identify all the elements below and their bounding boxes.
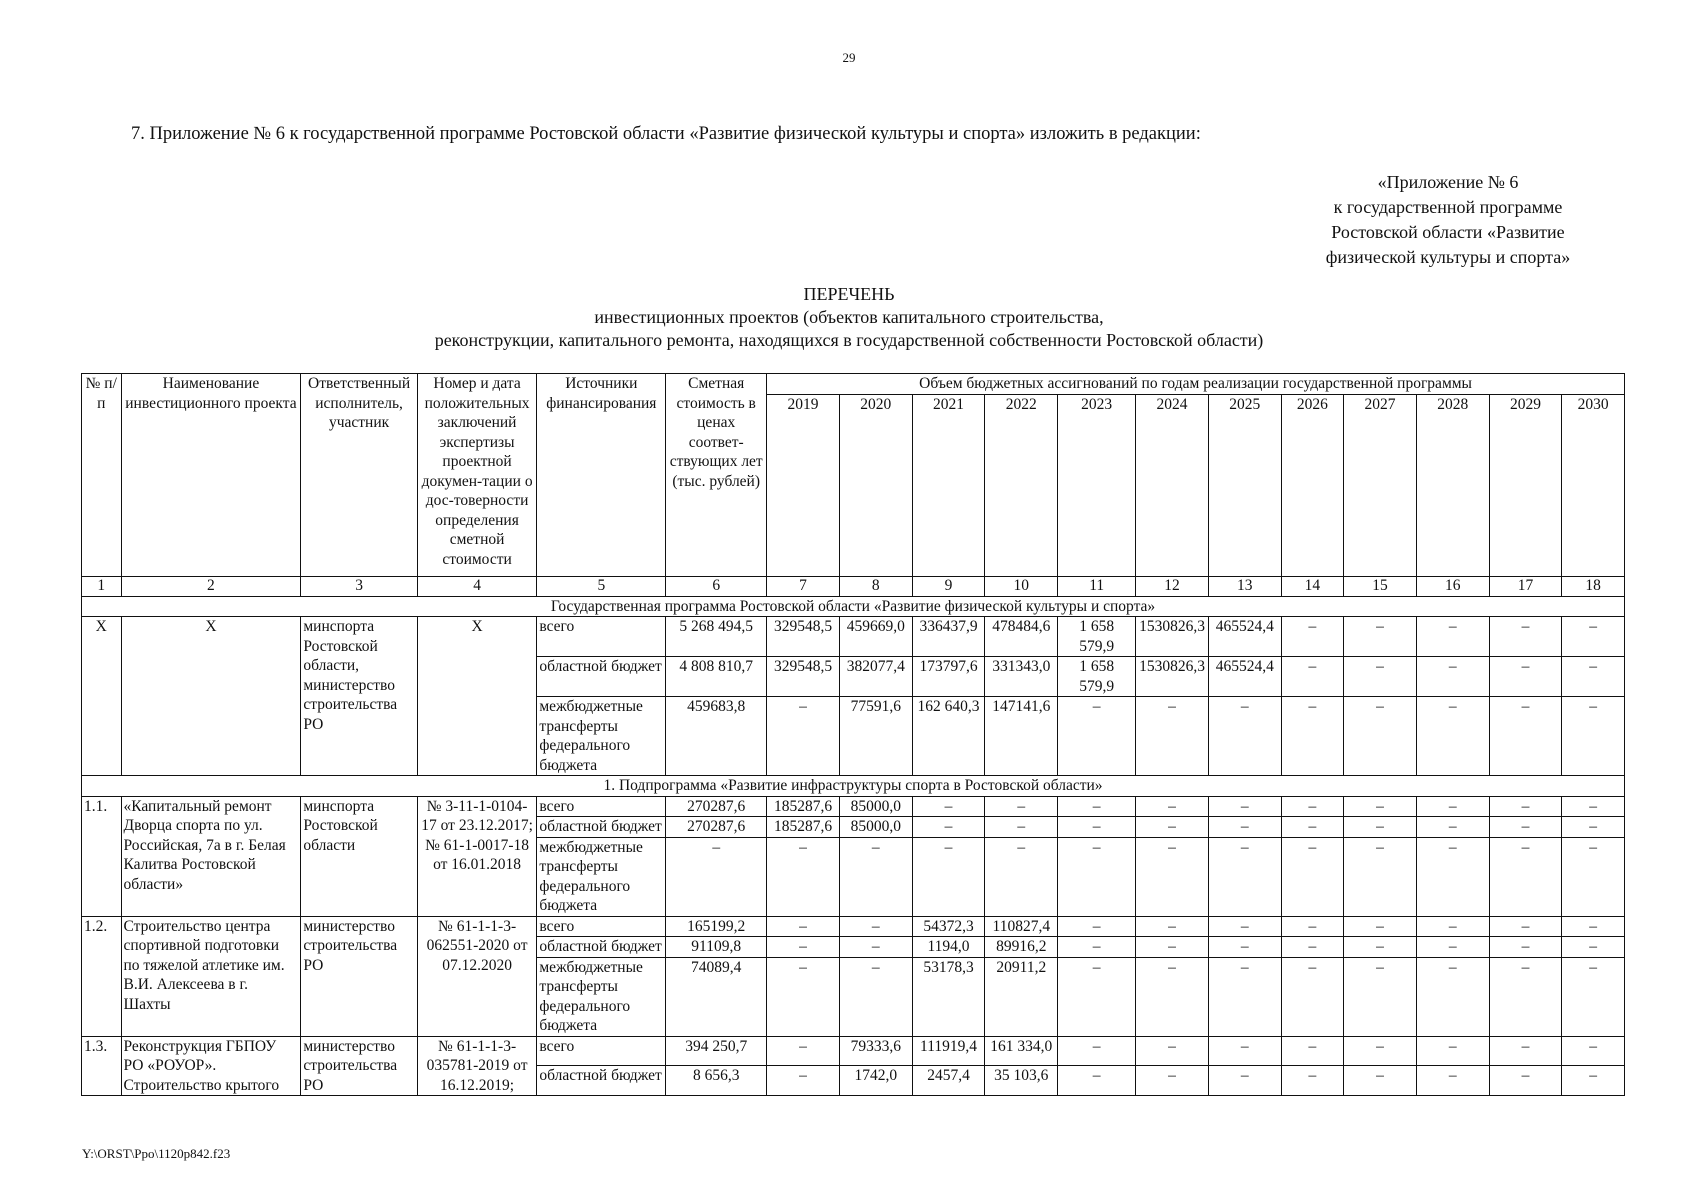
year-value-cell: – <box>1489 657 1562 697</box>
year-value-cell: – <box>1489 957 1562 1036</box>
project-row <box>82 796 1625 817</box>
header-year: 2023 <box>1058 394 1136 576</box>
title-line-1: ПЕРЕЧЕНЬ <box>803 284 895 304</box>
appendix-header <box>1298 170 1598 270</box>
source-cell: межбюджетные трансферты федерального бюджета <box>537 957 666 1036</box>
year-value-cell: – <box>1208 1066 1281 1096</box>
year-value-cell: – <box>1136 697 1209 776</box>
cost-cell: – <box>666 837 767 916</box>
year-value-cell: 336437,9 <box>912 617 985 657</box>
project-expertise: № 61-1-1-3-062551-2020 от 07.12.2020 <box>417 916 537 1036</box>
subprogram-title-row <box>82 776 1625 797</box>
cost-cell: 4 808 810,7 <box>666 657 767 697</box>
year-value-cell: – <box>1344 617 1417 657</box>
year-value-cell: – <box>1281 697 1343 776</box>
year-value-cell: – <box>767 1036 840 1066</box>
year-value-cell: – <box>1562 657 1625 697</box>
year-value-cell: – <box>1344 957 1417 1036</box>
document-title <box>0 283 1698 352</box>
year-value-cell: – <box>1136 817 1209 838</box>
year-value-cell: – <box>1562 1036 1625 1066</box>
year-value-cell: – <box>839 937 912 958</box>
year-value-cell: – <box>985 796 1058 817</box>
year-value-cell: – <box>1562 957 1625 1036</box>
year-value-cell: – <box>1344 697 1417 776</box>
header-year: 2026 <box>1281 394 1343 576</box>
header-year: 2029 <box>1489 394 1562 576</box>
year-value-cell: – <box>1208 1036 1281 1066</box>
header-year: 2030 <box>1562 394 1625 576</box>
year-value-cell: – <box>1281 796 1343 817</box>
source-cell: областной бюджет <box>537 817 666 838</box>
year-value-cell: – <box>1489 916 1562 937</box>
page-number: 29 <box>842 50 856 65</box>
year-value-cell: – <box>1208 937 1281 958</box>
year-value-cell: – <box>1562 937 1625 958</box>
year-value-cell: – <box>1136 916 1209 937</box>
year-value-cell: 459669,0 <box>839 617 912 657</box>
year-value-cell: – <box>1208 796 1281 817</box>
year-value-cell: – <box>912 796 985 817</box>
year-value-cell: – <box>767 916 840 937</box>
year-value-cell: 1 658 579,9 <box>1058 617 1136 657</box>
cost-cell: 394 250,7 <box>666 1036 767 1066</box>
year-value-cell: – <box>1281 1066 1343 1096</box>
cost-cell: 270287,6 <box>666 796 767 817</box>
program-title-row <box>82 596 1625 617</box>
year-value-cell: 89916,2 <box>985 937 1058 958</box>
header-year: 2021 <box>912 394 985 576</box>
year-value-cell: – <box>1136 1036 1209 1066</box>
year-value-cell: 54372,3 <box>912 916 985 937</box>
year-value-cell: 185287,6 <box>767 817 840 838</box>
project-executor: минспорта Ростовской области <box>301 796 417 916</box>
year-value-cell: – <box>1416 817 1489 838</box>
year-value-cell: – <box>1562 916 1625 937</box>
year-value-cell: – <box>1416 1036 1489 1066</box>
year-value-cell: 329548,5 <box>767 617 840 657</box>
year-value-cell: – <box>1058 1066 1136 1096</box>
year-value-cell: 185287,6 <box>767 796 840 817</box>
header-year: 2028 <box>1416 394 1489 576</box>
year-value-cell: 465524,4 <box>1208 657 1281 697</box>
source-cell: межбюджетные трансферты федерального бюджета <box>537 697 666 776</box>
source-cell: всего <box>537 916 666 937</box>
year-value-cell: 111919,4 <box>912 1036 985 1066</box>
cost-cell: 165199,2 <box>666 916 767 937</box>
year-value-cell: 382077,4 <box>839 657 912 697</box>
project-expertise: № 61-1-1-3-035781-2019 от 16.12.2019; <box>417 1036 537 1096</box>
source-cell: всего <box>537 1036 666 1066</box>
column-number: 9 <box>912 576 985 596</box>
year-value-cell: – <box>767 837 840 916</box>
year-value-cell: – <box>1489 937 1562 958</box>
investment-projects-table <box>81 373 1625 1096</box>
project-name: Строительство центра спортивной подготовки по тяжелой атлетике им. В.И. Алексеева в г. Шахты <box>121 916 301 1036</box>
year-value-cell: – <box>1562 617 1625 657</box>
year-value-cell: – <box>1344 657 1417 697</box>
year-value-cell: – <box>1344 837 1417 916</box>
year-value-cell: – <box>1136 937 1209 958</box>
year-value-cell: – <box>1489 817 1562 838</box>
header-num: № п/п <box>82 374 122 577</box>
year-value-cell: 20911,2 <box>985 957 1058 1036</box>
program-row <box>82 617 1625 657</box>
year-value-cell: – <box>767 957 840 1036</box>
year-value-cell: – <box>767 697 840 776</box>
header-year: 2024 <box>1136 394 1209 576</box>
year-value-cell: – <box>1281 837 1343 916</box>
header-year: 2022 <box>985 394 1058 576</box>
column-number: 3 <box>301 576 417 596</box>
program-expertise: Х <box>417 617 537 776</box>
column-number: 14 <box>1281 576 1343 596</box>
cost-cell: 270287,6 <box>666 817 767 838</box>
year-value-cell: 85000,0 <box>839 817 912 838</box>
cost-cell: 459683,8 <box>666 697 767 776</box>
header-year: 2020 <box>839 394 912 576</box>
appendix-line: физической культуры и спорта» <box>1325 247 1571 267</box>
year-value-cell: 161 334,0 <box>985 1036 1058 1066</box>
year-value-cell: – <box>1281 916 1343 937</box>
cost-cell: 74089,4 <box>666 957 767 1036</box>
year-value-cell: – <box>1344 916 1417 937</box>
year-value-cell: – <box>1136 1066 1209 1096</box>
year-value-cell: 173797,6 <box>912 657 985 697</box>
project-executor: министерство строительства РО <box>301 916 417 1036</box>
year-value-cell: – <box>1281 937 1343 958</box>
year-value-cell: 110827,4 <box>985 916 1058 937</box>
program-title-row-cell: Государственная программа Ростовской области «Развитие физической культуры и спорта» <box>82 596 1625 617</box>
appendix-line: «Приложение № 6 <box>1377 172 1519 192</box>
project-num: 1.1. <box>82 796 122 916</box>
year-value-cell: – <box>912 837 985 916</box>
year-value-cell: – <box>1058 937 1136 958</box>
file-path-footer: Y:\ORST\Ppo\1120p842.f23 <box>82 1146 231 1161</box>
year-value-cell: – <box>1416 916 1489 937</box>
column-number: 13 <box>1208 576 1281 596</box>
year-value-cell: – <box>1136 957 1209 1036</box>
year-value-cell: 1742,0 <box>839 1066 912 1096</box>
column-number: 5 <box>537 576 666 596</box>
year-value-cell: 147141,6 <box>985 697 1058 776</box>
year-value-cell: – <box>1136 837 1209 916</box>
column-numbers-row <box>82 576 1625 596</box>
column-number: 10 <box>985 576 1058 596</box>
year-value-cell: – <box>1489 1036 1562 1066</box>
year-value-cell: – <box>839 837 912 916</box>
year-value-cell: 2457,4 <box>912 1066 985 1096</box>
year-value-cell: 329548,5 <box>767 657 840 697</box>
project-name: «Капитальный ремонт Дворца спорта по ул. Российская, 7а в г. Белая Калитва Ростовской области» <box>121 796 301 916</box>
header-executor: Ответственный исполнитель, участник <box>301 374 417 577</box>
year-value-cell: – <box>839 916 912 937</box>
year-value-cell: 1 658 579,9 <box>1058 657 1136 697</box>
year-value-cell: – <box>1058 957 1136 1036</box>
year-value-cell: 331343,0 <box>985 657 1058 697</box>
appendix-line: к государственной программе <box>1333 197 1563 217</box>
source-cell: областной бюджет <box>537 937 666 958</box>
cost-cell: 91109,8 <box>666 937 767 958</box>
year-value-cell: – <box>1136 796 1209 817</box>
cost-cell: 8 656,3 <box>666 1066 767 1096</box>
header-row <box>82 374 1625 395</box>
source-cell: областной бюджет <box>537 1066 666 1096</box>
year-value-cell: – <box>1058 697 1136 776</box>
subprogram-title-row-cell: 1. Подпрограмма «Развитие инфраструктуры спорта в Ростовской области» <box>82 776 1625 797</box>
title-line-2: инвестиционных проектов (объектов капитального строительства, <box>594 307 1104 327</box>
year-value-cell: – <box>839 957 912 1036</box>
year-value-cell: – <box>1208 697 1281 776</box>
year-value-cell: – <box>1058 817 1136 838</box>
project-num: 1.3. <box>82 1036 122 1096</box>
header-sources: Источники финансирования <box>537 374 666 577</box>
year-value-cell: – <box>1489 837 1562 916</box>
year-value-cell: – <box>767 937 840 958</box>
year-value-cell: 35 103,6 <box>985 1066 1058 1096</box>
year-value-cell: – <box>1489 796 1562 817</box>
column-number: 8 <box>839 576 912 596</box>
year-value-cell: 478484,6 <box>985 617 1058 657</box>
year-value-cell: – <box>1281 617 1343 657</box>
source-cell: областной бюджет <box>537 657 666 697</box>
header-cost: Сметная стоимость в ценах соответ-ствующих лет (тыс. рублей) <box>666 374 767 577</box>
column-number: 4 <box>417 576 537 596</box>
year-value-cell: 162 640,3 <box>912 697 985 776</box>
year-value-cell: – <box>985 817 1058 838</box>
year-value-cell: 1530826,3 <box>1136 657 1209 697</box>
project-name: Реконструкция ГБПОУ РО «РОУОР». Строительство крытого <box>121 1036 301 1096</box>
year-value-cell: 53178,3 <box>912 957 985 1036</box>
title-line-3: реконструкции, капитального ремонта, находящихся в государственной собственности Ростовской области) <box>434 330 1264 350</box>
year-value-cell: 79333,6 <box>839 1036 912 1066</box>
column-number: 7 <box>767 576 840 596</box>
year-value-cell: 77591,6 <box>839 697 912 776</box>
column-number: 17 <box>1489 576 1562 596</box>
year-value-cell: – <box>1281 817 1343 838</box>
project-executor: министерство строительства РО <box>301 1036 417 1096</box>
year-value-cell: – <box>1344 1036 1417 1066</box>
intro-text: 7. Приложение № 6 к государственной программе Ростовской области «Развитие физической культуры и спорта» изложить в редакции: <box>131 124 1201 144</box>
cost-cell: 5 268 494,5 <box>666 617 767 657</box>
column-number: 12 <box>1136 576 1209 596</box>
program-executor: минспорта Ростовской области, министерство строительства РО <box>301 617 417 776</box>
year-value-cell: – <box>1416 796 1489 817</box>
year-value-cell: – <box>1058 796 1136 817</box>
year-value-cell: – <box>1058 837 1136 916</box>
year-value-cell: 465524,4 <box>1208 617 1281 657</box>
year-value-cell: – <box>1562 837 1625 916</box>
year-value-cell: – <box>1281 957 1343 1036</box>
year-value-cell: – <box>1489 1066 1562 1096</box>
source-cell: всего <box>537 617 666 657</box>
year-value-cell: – <box>1058 916 1136 937</box>
year-value-cell: – <box>1344 1066 1417 1096</box>
project-num: 1.2. <box>82 916 122 1036</box>
year-value-cell: – <box>1208 817 1281 838</box>
year-value-cell: – <box>1058 1036 1136 1066</box>
project-row <box>82 916 1625 937</box>
year-value-cell: – <box>1344 817 1417 838</box>
year-value-cell: – <box>1416 957 1489 1036</box>
program-num: Х <box>82 617 122 776</box>
year-value-cell: – <box>1562 1066 1625 1096</box>
column-number: 15 <box>1344 576 1417 596</box>
header-year: 2025 <box>1208 394 1281 576</box>
year-value-cell: – <box>1416 657 1489 697</box>
year-value-cell: – <box>912 817 985 838</box>
year-value-cell: – <box>1281 1036 1343 1066</box>
source-cell: всего <box>537 796 666 817</box>
year-value-cell: 1194,0 <box>912 937 985 958</box>
header-year: 2019 <box>767 394 840 576</box>
column-number: 16 <box>1416 576 1489 596</box>
year-value-cell: – <box>985 837 1058 916</box>
project-row <box>82 1036 1625 1066</box>
year-value-cell: – <box>1281 657 1343 697</box>
year-value-cell: – <box>1562 796 1625 817</box>
year-value-cell: – <box>1416 837 1489 916</box>
year-value-cell: – <box>1208 916 1281 937</box>
year-value-cell: – <box>1416 937 1489 958</box>
program-name: Х <box>121 617 301 776</box>
header-expertise: Номер и дата положительных заключений экспертизы проектной докумен-тации о дос-товерности определения сметной стоимости <box>417 374 537 577</box>
column-number: 2 <box>121 576 301 596</box>
year-value-cell: – <box>1416 1066 1489 1096</box>
year-value-cell: – <box>1344 796 1417 817</box>
project-expertise: № 3-11-1-0104-17 от 23.12.2017; № 61-1-0017-18 от 16.01.2018 <box>417 796 537 916</box>
source-cell: межбюджетные трансферты федерального бюджета <box>537 837 666 916</box>
header-year: 2027 <box>1344 394 1417 576</box>
header-volume: Объем бюджетных ассигнований по годам реализации государственной программы <box>767 374 1625 395</box>
appendix-line: Ростовской области «Развитие <box>1331 222 1565 242</box>
column-number: 1 <box>82 576 122 596</box>
year-value-cell: – <box>1489 697 1562 776</box>
year-value-cell: – <box>1416 617 1489 657</box>
column-number: 18 <box>1562 576 1625 596</box>
column-number: 6 <box>666 576 767 596</box>
year-value-cell: – <box>1489 617 1562 657</box>
year-value-cell: – <box>767 1066 840 1096</box>
year-value-cell: 1530826,3 <box>1136 617 1209 657</box>
year-value-cell: – <box>1562 817 1625 838</box>
year-value-cell: – <box>1208 837 1281 916</box>
year-value-cell: 85000,0 <box>839 796 912 817</box>
year-value-cell: – <box>1416 697 1489 776</box>
column-number: 11 <box>1058 576 1136 596</box>
year-value-cell: – <box>1208 957 1281 1036</box>
year-value-cell: – <box>1344 937 1417 958</box>
year-value-cell: – <box>1562 697 1625 776</box>
header-name: Наименование инвестиционного проекта <box>121 374 301 577</box>
